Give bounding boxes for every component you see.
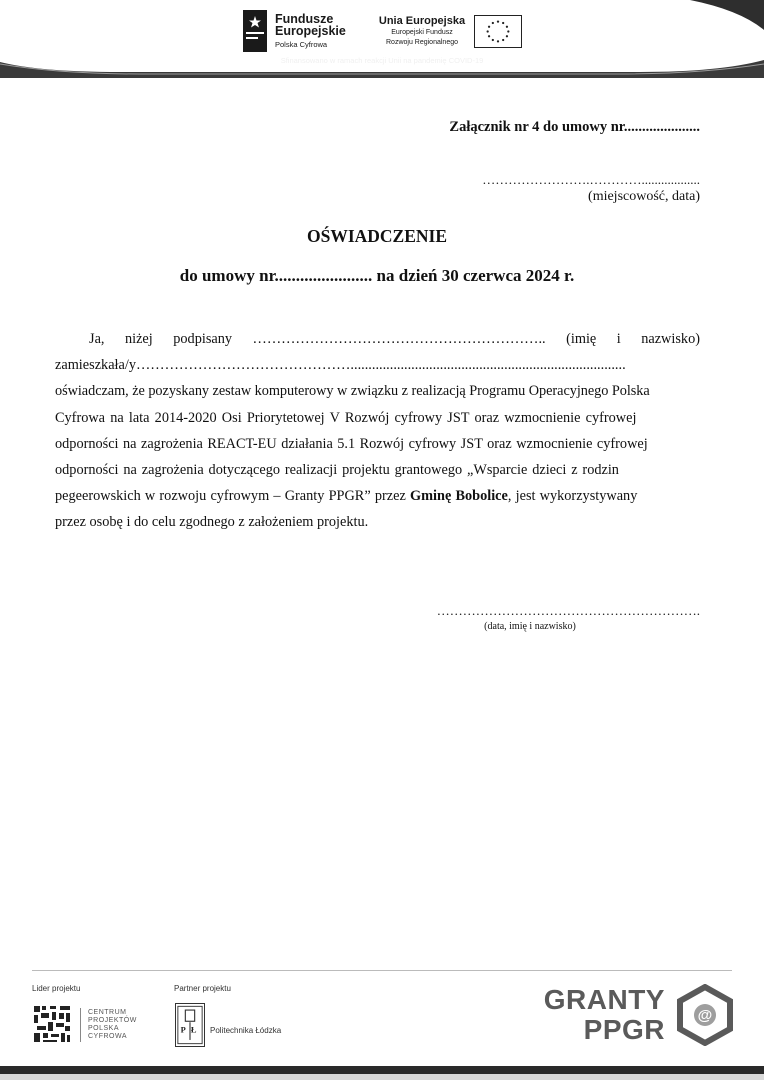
paragraph-text: odporności na zagrożenia dotyczącego realizacji projektu grantowego „Wsparcie dzieci z rodzin [55,462,619,479]
svg-text:@: @ [697,1007,713,1024]
paragraph-line [55,378,700,404]
ue-sub1: Europejski Fundusz [391,29,453,36]
declaration-paragraph [55,326,700,536]
granty-ppgr-wordmark [540,985,665,1045]
cpp-line: CYFROWA [88,1033,128,1040]
at-sign-hexagon-icon [676,984,734,1046]
paragraph-text: oświadczam, że pozyskany zestaw komputerowy w związku z realizacją Programu Operacyjnego Polska [55,383,650,400]
paragraph-text: przez osobę i do celu zgodnego z założeniem projektu. [55,514,369,531]
paragraph-line [55,405,700,431]
annex-heading: Załącznik nr 4 do umowy nr..................... [449,119,700,135]
fe-line3: Polska Cyfrowa [275,40,328,49]
paragraph-line [55,352,700,378]
paragraph-word: i [616,331,621,347]
paragraph-text: Cyfrowa na lata 2014-2020 Osi Priorytetowej V Rozwój cyfrowy JST oraz wzmocnienie cyfrowej [55,409,637,426]
address-fill-line: zamieszkała/y………………………………………............................................................................. [55,357,626,374]
signature-line: ……………………………………………………. [436,603,700,618]
fundusze-europejskie-text [275,13,346,49]
paragraph-text: , jest wykorzystywany [507,488,638,505]
footer-bottom-strip [0,1074,764,1080]
centrum-projektow-logo-icon [32,1004,72,1044]
ue-title: Unia Europejska [378,15,466,27]
granty-line1: GRANTY [543,984,665,1015]
place-date-line: …………………….………….................. [482,172,700,187]
fe-line1: Fundusze [275,12,334,26]
politechnika-lodzka-logo-icon [175,1003,205,1047]
paragraph-line [55,431,700,457]
funding-note: Sfinansowano w ramach reakcji Unii na pandemię COVID-19 [280,56,484,65]
signature-label: (data, imię i nazwisko) [484,621,576,632]
granty-line2: PPGR [583,1014,665,1045]
paragraph-word: podpisany [173,331,233,347]
paragraph-text: pegeerowskich w rozwoju cyfrowym – Granty PPGR” przez [55,488,410,505]
lead-label: Lider projektu [32,984,81,993]
svg-text:P: P [180,1025,186,1035]
svg-text:Ł: Ł [190,1025,197,1035]
paragraph-text: odporności na zagrożenia REACT-EU działania 5.1 Rozwój cyfrowy JST oraz wzmocnienie cyfrowej [55,435,648,452]
municipality-name: Gminę Bobolice [409,488,508,505]
fe-line2: Europejskie [275,24,346,38]
paragraph-line [55,457,700,483]
partner-label: Partner projektu [174,984,231,993]
footer-divider [32,970,732,971]
partner-name: Politechnika Łódzka [210,1026,282,1035]
cpp-divider [80,1008,81,1042]
paragraph-word: (imię [566,331,597,347]
paragraph-word: Ja, [89,331,105,347]
paragraph-line [55,483,700,509]
paragraph-word: niżej [124,331,153,347]
header-banner [0,0,764,78]
ue-sub2: Rozwoju Regionalnego [386,39,458,46]
paragraph-word: nazwisko) [641,331,700,347]
eu-flag-icon [474,15,522,48]
cpp-line: PROJEKTÓW [88,1017,137,1024]
centrum-projektow-text [88,1009,137,1041]
paragraph-line [55,509,700,535]
document-title: OŚWIADCZENIE [306,226,448,246]
paragraph-line [55,326,700,352]
document-subtitle: do umowy nr....................... na dzień 30 czerwca 2024 r. [179,266,575,285]
cpp-line: CENTRUM [88,1009,127,1016]
fundusze-europejskie-logo-icon [243,10,267,52]
cpp-line: POLSKA [88,1025,120,1032]
place-date-label: (miejscowość, data) [588,189,700,204]
unia-europejska-text [372,15,472,47]
name-fill-line: …………………………………………………….. [252,331,546,347]
